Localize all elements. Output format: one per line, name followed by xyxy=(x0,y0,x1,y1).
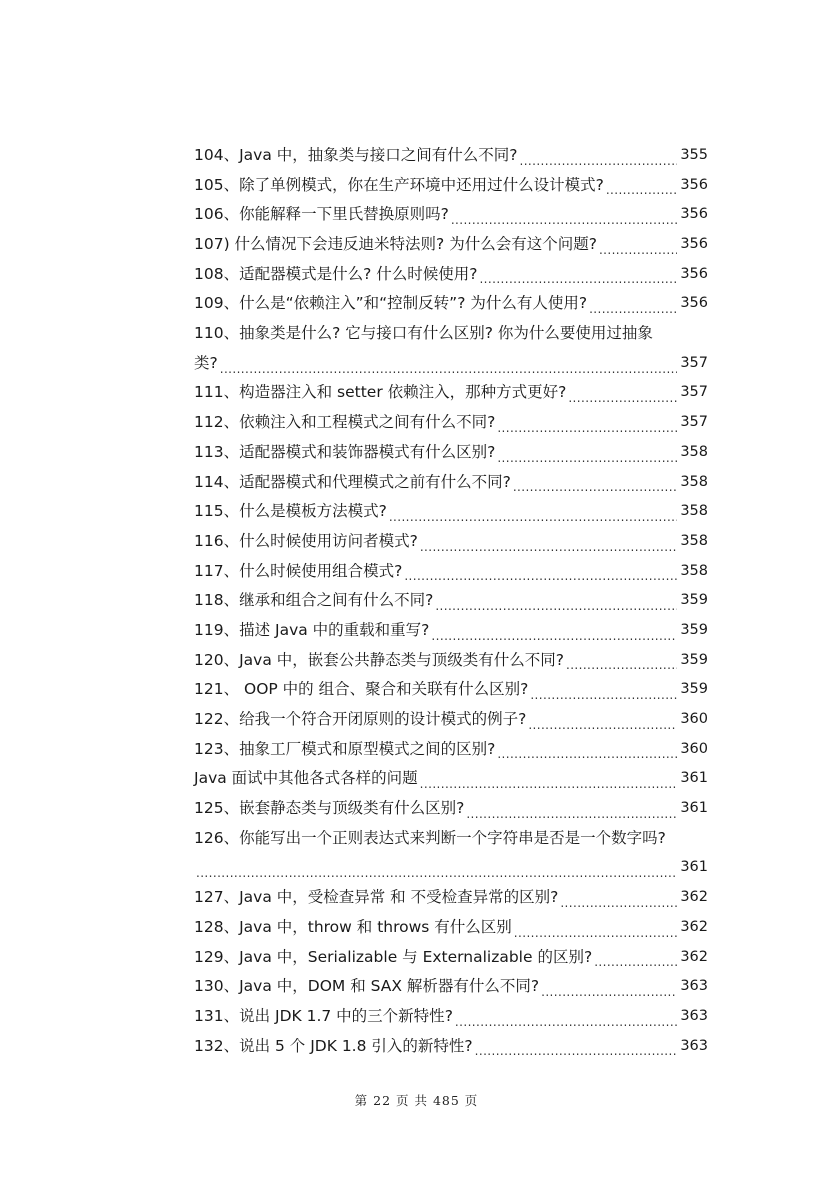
toc-entry[interactable] xyxy=(194,171,708,201)
toc-entry[interactable] xyxy=(194,319,708,378)
toc-entry-title: 127、Java 中，受检查异常 和 不受检查异常的区别? xyxy=(194,888,559,907)
toc-entry[interactable] xyxy=(194,616,708,646)
toc-entry-page-number: 357 xyxy=(680,354,708,371)
toc-entry-title: 109、什么是“依赖注入”和“控制反转”? 为什么有人使用? xyxy=(194,294,588,313)
dot-leader xyxy=(435,586,677,616)
toc-entry-page-number: 360 xyxy=(680,711,708,728)
toc-entry-title: 126、你能写出一个正则表达式来判断一个字符串是否是一个数字吗? xyxy=(194,828,666,847)
toc-entry[interactable] xyxy=(194,289,708,319)
toc-entry-page-number: 358 xyxy=(680,532,708,549)
toc-entry[interactable] xyxy=(194,735,708,765)
toc-entry[interactable] xyxy=(194,972,708,1002)
toc-entry[interactable] xyxy=(194,913,708,943)
toc-entry-page-number: 359 xyxy=(680,621,708,638)
toc-entry-title: 131、说出 JDK 1.7 中的三个新特性? xyxy=(194,1006,453,1025)
toc-entry[interactable] xyxy=(194,141,708,171)
toc-entry-title: 125、嵌套静态类与顶级类有什么区别? xyxy=(194,799,465,818)
toc-entry-title: 121、 OOP 中的 组合、聚合和关联有什么区别? xyxy=(194,680,529,699)
toc-entry[interactable] xyxy=(194,200,708,230)
dot-leader xyxy=(497,438,677,468)
table-of-contents xyxy=(194,141,708,1061)
toc-entry-page-number: 357 xyxy=(680,414,708,431)
dot-leader xyxy=(497,735,677,765)
dot-leader xyxy=(455,1002,677,1032)
toc-entry[interactable] xyxy=(194,497,708,527)
toc-entry-title: 128、Java 中，throw 和 throws 有什么区别 xyxy=(194,917,512,936)
toc-entry-title: 132、说出 5 个 JDK 1.8 引入的新特性? xyxy=(194,1036,473,1055)
toc-entry-page-number: 361 xyxy=(680,800,708,817)
toc-entry-title: Java 面试中其他各式各样的问题 xyxy=(194,769,418,788)
dot-leader xyxy=(479,260,677,290)
dot-leader xyxy=(519,141,677,171)
toc-entry-title: 122、给我一个符合开闭原则的设计模式的例子? xyxy=(194,710,527,729)
toc-entry-page-number: 362 xyxy=(680,889,708,906)
dot-leader xyxy=(514,913,678,943)
toc-entry-page-number: 363 xyxy=(680,978,708,995)
dot-leader xyxy=(220,349,678,379)
toc-entry-page-number: 358 xyxy=(680,443,708,460)
toc-entry-page-number: 356 xyxy=(680,295,708,312)
dot-leader xyxy=(420,764,678,794)
toc-entry-page-number: 358 xyxy=(680,473,708,490)
dot-leader xyxy=(466,794,677,824)
dot-leader xyxy=(431,616,677,646)
dot-leader xyxy=(196,854,677,884)
toc-entry-page-number: 359 xyxy=(680,681,708,698)
toc-entry[interactable] xyxy=(194,230,708,260)
dot-leader xyxy=(589,289,677,319)
toc-entry[interactable] xyxy=(194,646,708,676)
toc-entry[interactable] xyxy=(194,586,708,616)
dot-leader xyxy=(606,171,677,201)
dot-leader xyxy=(530,675,677,705)
page-footer: 第 22 页 共 485 页 xyxy=(354,1093,479,1108)
toc-entry[interactable] xyxy=(194,557,708,587)
toc-entry-title: 118、继承和组合之间有什么不同? xyxy=(194,591,434,610)
toc-entry[interactable] xyxy=(194,824,708,883)
toc-entry-page-number: 356 xyxy=(680,265,708,282)
toc-entry-title: 120、Java 中，嵌套公共静态类与顶级类有什么不同? xyxy=(194,650,564,669)
toc-entry-title: 115、什么是模板方法模式? xyxy=(194,502,387,521)
toc-entry-page-number: 355 xyxy=(680,146,708,163)
dot-leader xyxy=(560,883,677,913)
toc-entry[interactable] xyxy=(194,883,708,913)
dot-leader xyxy=(528,705,677,735)
toc-entry[interactable] xyxy=(194,1032,708,1062)
toc-entry-title: 104、Java 中，抽象类与接口之间有什么不同? xyxy=(194,145,518,164)
toc-entry[interactable] xyxy=(194,260,708,290)
toc-entry-page-number: 360 xyxy=(680,740,708,757)
toc-entry-page-number: 359 xyxy=(680,592,708,609)
toc-entry[interactable] xyxy=(194,438,708,468)
toc-entry-title: 113、适配器模式和装饰器模式有什么区别? xyxy=(194,442,496,461)
dot-leader xyxy=(513,468,677,498)
toc-entry-title: 111、构造器注入和 setter 依赖注入，那种方式更好? xyxy=(194,383,567,402)
dot-leader xyxy=(404,557,677,587)
dot-leader xyxy=(389,497,678,527)
toc-entry[interactable] xyxy=(194,764,708,794)
dot-leader xyxy=(420,527,678,557)
toc-entry[interactable] xyxy=(194,1002,708,1032)
toc-entry-title: 106、你能解释一下里氏替换原则吗? xyxy=(194,205,449,224)
toc-entry[interactable] xyxy=(194,943,708,973)
dot-leader xyxy=(541,972,677,1002)
toc-entry-title: 105、除了单例模式，你在生产环境中还用过什么设计模式? xyxy=(194,175,604,194)
toc-entry-title: 107) 什么情况下会违反迪米特法则? 为什么会有这个问题? xyxy=(194,235,597,254)
dot-leader xyxy=(568,379,677,409)
toc-entry[interactable] xyxy=(194,705,708,735)
toc-entry-page-number: 363 xyxy=(680,1037,708,1054)
toc-entry-title: 117、什么时候使用组合模式? xyxy=(194,561,403,580)
toc-entry-title: 130、Java 中，DOM 和 SAX 解析器有什么不同? xyxy=(194,977,540,996)
toc-entry[interactable] xyxy=(194,408,708,438)
toc-entry-page-number: 361 xyxy=(680,770,708,787)
toc-entry-page-number: 358 xyxy=(680,503,708,520)
toc-entry-page-number: 363 xyxy=(680,1007,708,1024)
dot-leader xyxy=(497,408,677,438)
dot-leader xyxy=(475,1032,678,1062)
dot-leader xyxy=(594,943,677,973)
toc-entry[interactable] xyxy=(194,794,708,824)
toc-entry[interactable] xyxy=(194,675,708,705)
toc-entry-page-number: 359 xyxy=(680,651,708,668)
toc-entry-page-number: 362 xyxy=(680,918,708,935)
dot-leader xyxy=(566,646,677,676)
toc-entry-page-number: 356 xyxy=(680,236,708,253)
toc-entry-title: 108、适配器模式是什么? 什么时候使用? xyxy=(194,264,478,283)
toc-entry-page-number: 358 xyxy=(680,562,708,579)
toc-entry[interactable] xyxy=(194,379,708,409)
toc-entry-title: 112、依赖注入和工程模式之间有什么不同? xyxy=(194,413,496,432)
toc-entry-page-number: 357 xyxy=(680,384,708,401)
toc-entry-page-number: 361 xyxy=(680,859,708,876)
toc-entry-page-number: 356 xyxy=(680,206,708,223)
toc-entry-page-number: 362 xyxy=(680,948,708,965)
toc-entry-title: 129、Java 中，Serializable 与 Externalizable 的区别? xyxy=(194,947,593,966)
dot-leader xyxy=(451,200,677,230)
toc-entry-title-continuation: 类? xyxy=(194,353,218,372)
toc-entry-title: 114、适配器模式和代理模式之前有什么不同? xyxy=(194,472,511,491)
toc-entry[interactable] xyxy=(194,527,708,557)
toc-entry-title: 110、抽象类是什么? 它与接口有什么区别? 你为什么要使用过抽象 xyxy=(194,324,653,343)
toc-entry[interactable] xyxy=(194,468,708,498)
dot-leader xyxy=(599,230,677,260)
toc-entry-title: 123、抽象工厂模式和原型模式之间的区别? xyxy=(194,739,496,758)
toc-entry-title: 119、描述 Java 中的重载和重写? xyxy=(194,620,430,639)
toc-entry-page-number: 356 xyxy=(680,176,708,193)
toc-entry-title: 116、什么时候使用访问者模式? xyxy=(194,531,418,550)
